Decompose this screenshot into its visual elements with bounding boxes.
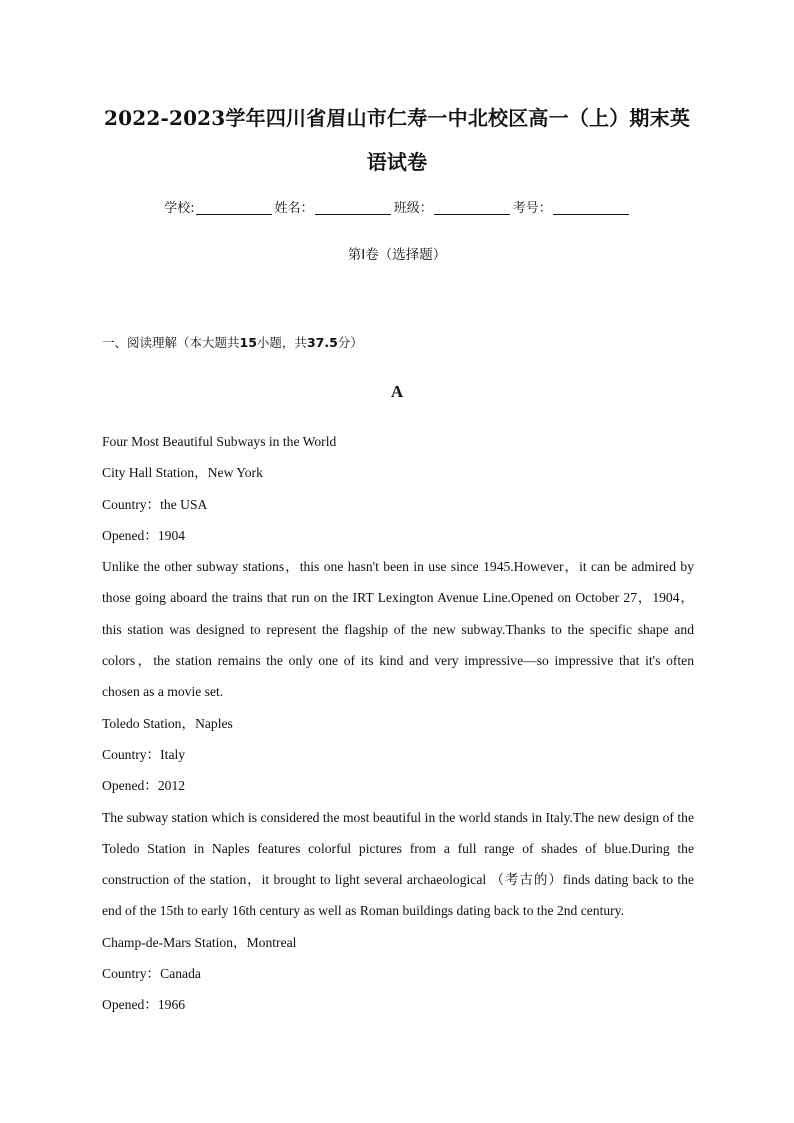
school-label: 学校: (164, 201, 195, 216)
passage-body (102, 426, 694, 1021)
station-description: The subway station which is considered the most beautiful in the world stands in Italy.The new design of the Toledo Station in Naples features colorful pictures from a full range of shades of blue.During the construction of the station，it brought to light several archaeological （考古的）finds dating back to the end of the 15th to early 16th century as well as Roman buildings dating back to the 2nd century. (102, 809, 694, 919)
class-label: 班级： (393, 201, 433, 216)
station-name: Champ-de-Mars Station，Montreal (102, 934, 297, 950)
name-label: 姓名： (274, 201, 314, 216)
part-title-middle: 小题，共 (256, 335, 307, 350)
station-country: Country：Canada (102, 966, 201, 982)
exam-title-line2: 语试卷 (366, 150, 428, 174)
station-name: City Hall Station，New York (102, 465, 263, 481)
station-opened: Opened：1966 (102, 997, 186, 1013)
number-blank (553, 200, 629, 215)
number-label: 考号： (512, 201, 552, 216)
part-title-prefix: 一、阅读理解（本大题共 (102, 335, 240, 350)
passage-letter: A (390, 382, 404, 401)
station-country: Country：the USA (102, 496, 208, 512)
station-opened: Opened：1904 (102, 527, 186, 543)
station-description: Unlike the other subway stations，this one hasn't been in use since 1945.However，it can be admired by those going aboard the trains that run on the IRT Lexington Avenue Line.Opened on October 27，1904，this station was designed to represent the flagship of the new subway.Thanks to the specific shape and colors，the station remains the only one of its kind and very impressive—so impressive that it's often chosen as a movie set. (102, 559, 694, 700)
part-question-count: 15 (239, 335, 257, 350)
part-title-suffix: 分） (337, 335, 363, 350)
station-country: Country：Italy (102, 746, 186, 762)
name-blank (315, 200, 391, 215)
school-blank (196, 200, 272, 215)
passage-heading: Four Most Beautiful Subways in the World (102, 434, 337, 449)
station-name: Toledo Station，Naples (102, 715, 233, 731)
exam-title-line1: 2022-2023学年四川省眉山市仁寿一中北校区高一（上）期末英 (103, 106, 691, 130)
exam-title (60, 96, 734, 184)
volume-heading: 第Ⅰ卷（选择题） (347, 247, 447, 263)
station-opened: Opened：2012 (102, 778, 186, 794)
part-title (102, 333, 363, 351)
student-info-row (0, 197, 794, 216)
class-blank (434, 200, 510, 215)
part-points: 37.5 (306, 335, 338, 350)
